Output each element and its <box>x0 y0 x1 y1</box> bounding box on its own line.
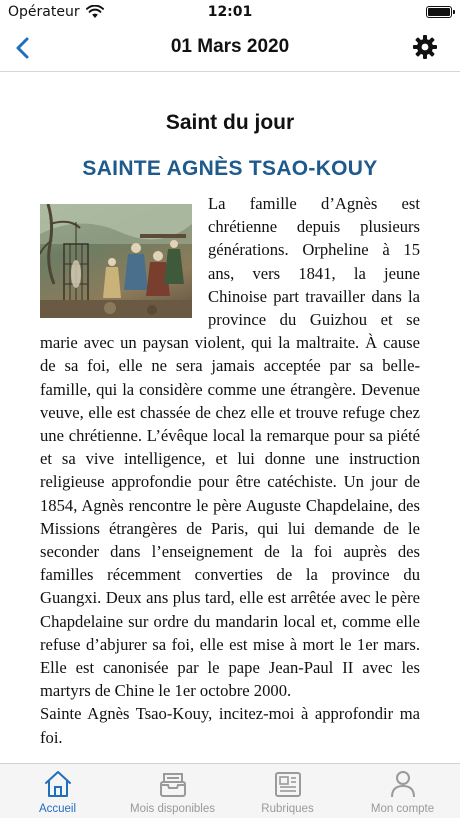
status-bar <box>0 0 460 24</box>
tab-accueil[interactable] <box>0 764 115 818</box>
saint-article <box>40 192 420 749</box>
nav-bar <box>0 24 460 72</box>
tab-bar <box>0 763 460 818</box>
saint-name: SAINTE AGNÈS TSAO-KOUY <box>82 157 378 180</box>
tab-label: Mois disponibles <box>129 803 215 815</box>
article-paragraph: Sainte Agnès Tsao-Kouy, incitez-moi à approfondir ma foi. <box>40 704 420 747</box>
tab-mois-disponibles[interactable] <box>115 764 230 818</box>
tab-label: Rubriques <box>261 803 314 815</box>
battery-icon <box>426 6 452 18</box>
carrier-name: Opérateur <box>8 4 80 20</box>
section-title: Saint du jour <box>165 111 295 134</box>
tab-rubriques[interactable] <box>230 764 345 818</box>
page-title: 01 Mars 2020 <box>170 36 290 57</box>
battery-tip <box>453 10 455 14</box>
battery-level <box>428 8 450 16</box>
saint-illustration <box>40 204 192 318</box>
tab-label: Mon compte <box>370 803 435 815</box>
gear-icon[interactable] <box>412 34 438 60</box>
tab-label: Accueil <box>38 803 77 815</box>
newspaper-icon <box>272 768 304 800</box>
content-area[interactable] <box>0 73 460 763</box>
article-paragraph: La famille d’Agnès est chrétienne depuis plusieurs générations. Orpheline à 15 ans, vers 1841, la jeune Chinoise part travailler dans la province du Guizhou et se marie avec un paysan violent, qui la maltraite. À cause de sa foi, elle ne sera jamais acceptée par sa belle-famille, qui la considère comme une étrangère. Devenue veuve, elle est chassée de chez elle et trouve refuge chez une chrétienne. L’évêque local la remarque pour sa piété et sa vive intelligence, et lui donne une instruction religieuse approfondie pour être catéchiste. Un jour de 1854, Agnès rencontre le père Auguste Chapdelaine, des Missions étrangères de Paris, qui lui demande de le seconder dans l’enseignement de la foi auprès des familles récemment converties de la province du Guangxi. Deux ans plus tard, elle est arrêtée avec le père Chapdelaine sur ordre du mandarin local et, comme elle refuse d’abjurer sa foi, elle est mise à mort le 1er mars. Elle est canonisée par le pape Jean-Paul II avec les martyrs de Chine le 1er octobre 2000. <box>40 194 420 701</box>
archive-box-icon <box>157 768 189 800</box>
saint-illustration-drawing <box>40 204 192 318</box>
home-icon <box>42 768 74 800</box>
user-icon <box>387 768 419 800</box>
status-time: 12:01 <box>207 4 253 20</box>
tab-mon-compte[interactable] <box>345 764 460 818</box>
